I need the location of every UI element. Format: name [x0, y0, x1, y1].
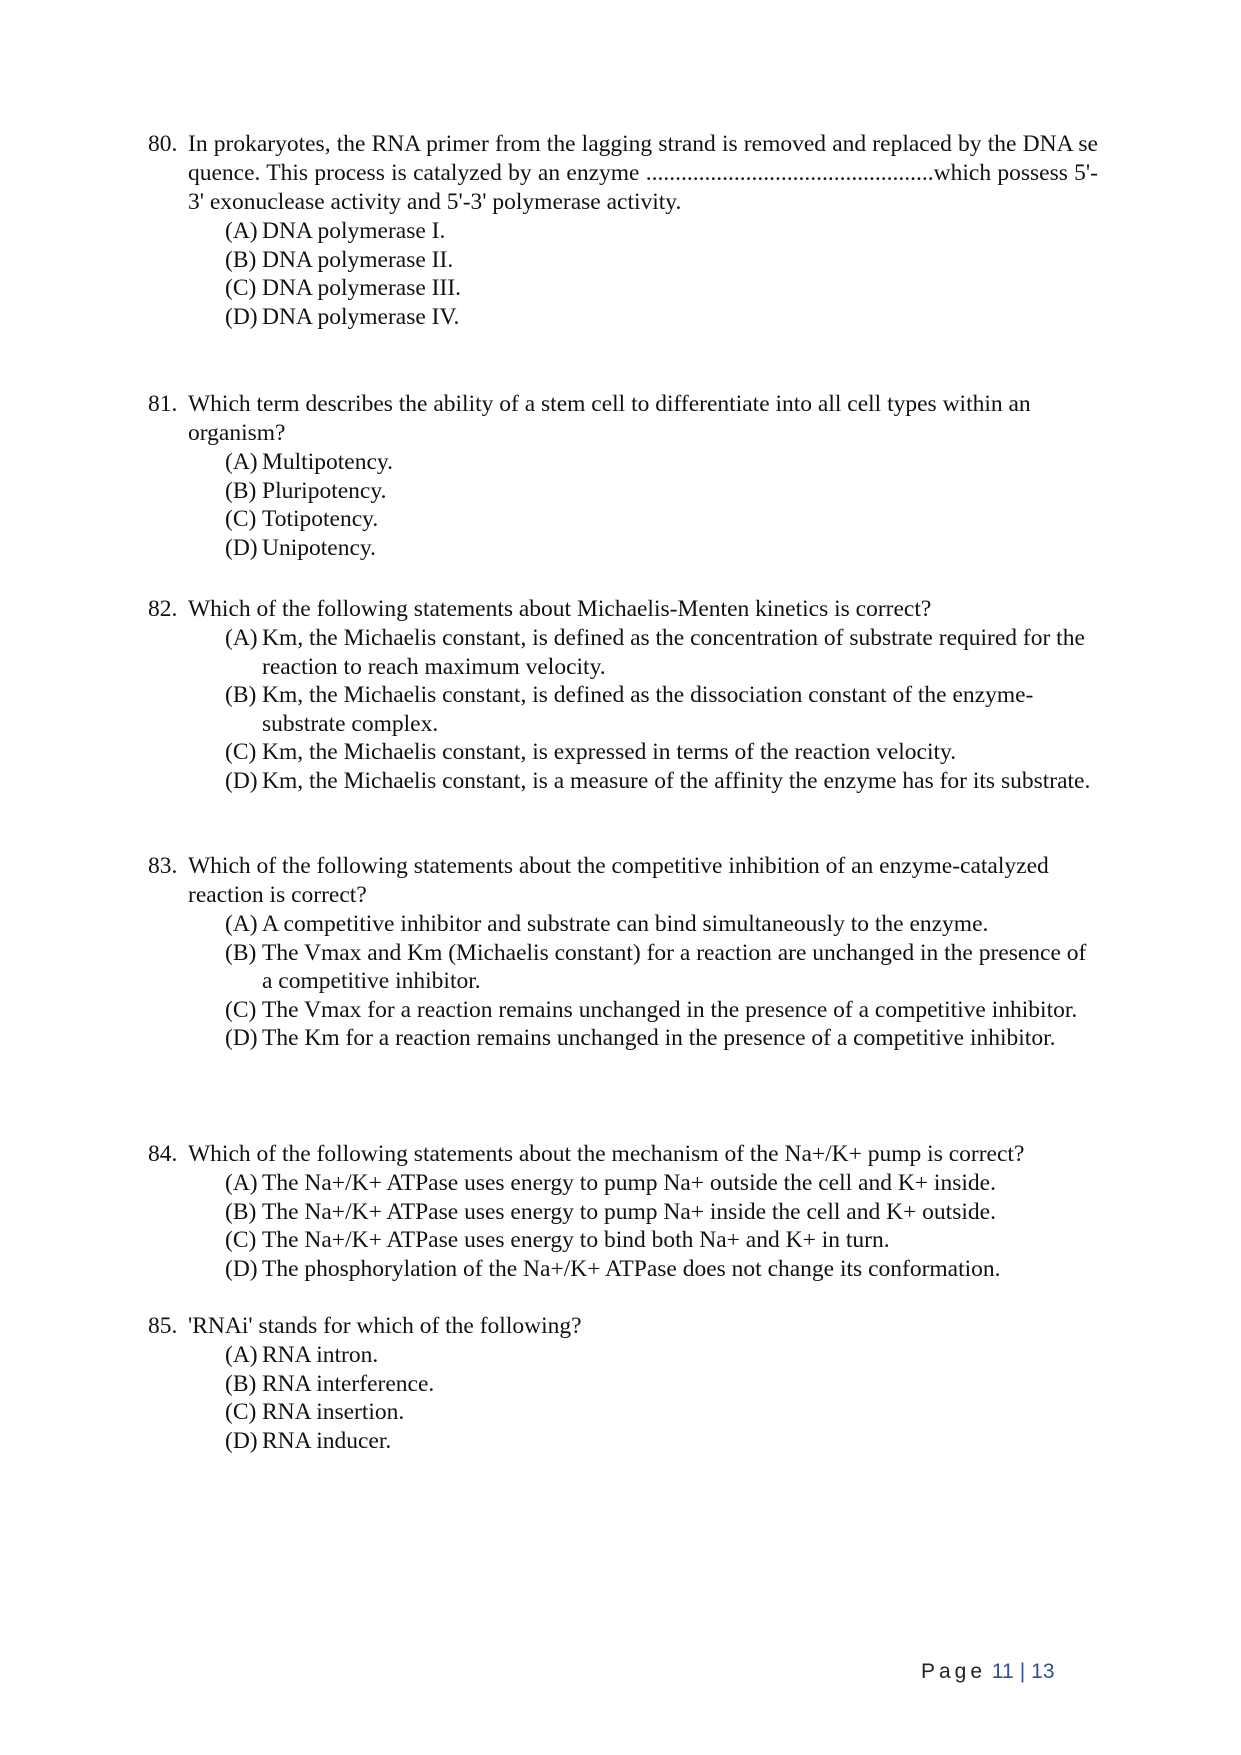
- question-text: Which of the following statements about Michaelis-Menten kinetics is correct?: [188, 596, 932, 622]
- option-d: [225, 303, 1098, 332]
- option-text: Km, the Michaelis constant, is expressed in terms of the reaction velocity.: [262, 739, 957, 765]
- option-text: Km, the Michaelis constant, is defined as the concentration of substrate required for the reaction to reach maximum velocity.: [262, 625, 1085, 680]
- question-text: Which of the following statements about the competitive inhibition of an enzyme-catalyzed reaction is correct?: [188, 853, 1049, 908]
- option-d: [225, 1427, 1098, 1456]
- options-list: [225, 1341, 1098, 1455]
- option-c: [225, 505, 1098, 534]
- option-text: DNA polymerase II.: [262, 246, 454, 273]
- option-text: The Na+/K+ ATPase uses energy to pump Na+ inside the cell and K+ outside.: [262, 1198, 996, 1225]
- option-label: (A): [225, 911, 258, 937]
- option-text: The Km for a reaction remains unchanged in the presence of a competitive inhibitor.: [262, 1025, 1056, 1051]
- option-text: RNA insertion.: [262, 1399, 405, 1425]
- option-d: [225, 767, 1098, 796]
- option-label: (C): [225, 275, 257, 301]
- option-text: Km, the Michaelis constant, is a measure of the affinity the enzyme has for its substrate.: [262, 767, 1091, 794]
- page-footer: [921, 1660, 1055, 1684]
- option-label: (B): [225, 1370, 257, 1397]
- option-text: The Na+/K+ ATPase uses energy to bind both Na+ and K+ in turn.: [262, 1227, 890, 1253]
- option-d: [225, 534, 1098, 563]
- option-label: (A): [225, 449, 258, 475]
- option-label: (B): [225, 1198, 257, 1225]
- option-text: Unipotency.: [262, 534, 376, 561]
- question-80: [148, 130, 1098, 331]
- option-text: Pluripotency.: [262, 477, 387, 504]
- option-label: (A): [225, 625, 258, 651]
- option-label: (A): [225, 1170, 258, 1196]
- option-c: [225, 996, 1098, 1025]
- option-label: (C): [225, 739, 257, 765]
- question-number: 85.: [148, 1313, 178, 1339]
- option-a: [225, 1341, 1098, 1370]
- option-a: [225, 217, 1098, 246]
- option-label: (A): [225, 218, 258, 244]
- option-label: (C): [225, 1399, 257, 1425]
- option-d: [225, 1255, 1098, 1284]
- option-c: [225, 738, 1098, 767]
- option-label: (B): [225, 682, 257, 708]
- question-text: 'RNAi' stands for which of the following?: [188, 1313, 582, 1339]
- option-text: DNA polymerase I.: [262, 218, 446, 244]
- option-label: (D): [225, 534, 258, 561]
- page-label: Page: [921, 1660, 987, 1683]
- option-b: [225, 1370, 1098, 1399]
- option-label: (B): [225, 477, 257, 504]
- option-label: (D): [225, 303, 258, 330]
- option-c: [225, 1398, 1098, 1427]
- option-c: [225, 1226, 1098, 1255]
- option-label: (C): [225, 506, 257, 532]
- page-separator: |: [1019, 1660, 1026, 1683]
- option-label: (D): [225, 1025, 258, 1051]
- question-number: 81.: [148, 391, 178, 417]
- option-text: The Vmax for a reaction remains unchanged in the presence of a competitive inhibitor.: [262, 996, 1078, 1023]
- option-label: (C): [225, 1227, 257, 1253]
- option-label: (D): [225, 1255, 258, 1282]
- question-83: [148, 852, 1098, 1053]
- option-text: RNA interference.: [262, 1370, 435, 1397]
- option-a: [225, 624, 1098, 681]
- option-text: RNA intron.: [262, 1342, 379, 1368]
- question-number: 82.: [148, 596, 178, 622]
- options-list: [225, 624, 1098, 795]
- options-list: [225, 910, 1098, 1053]
- option-d: [225, 1024, 1098, 1053]
- option-label: (B): [225, 939, 257, 966]
- option-b: [225, 246, 1098, 275]
- total-pages: 13: [1031, 1660, 1055, 1683]
- option-text: DNA polymerase III.: [262, 275, 462, 301]
- question-81: [148, 390, 1098, 562]
- option-label: (D): [225, 767, 258, 794]
- option-label: (C): [225, 996, 257, 1023]
- option-label: (B): [225, 246, 257, 273]
- question-85: [148, 1312, 1098, 1455]
- option-b: [225, 939, 1098, 996]
- option-text: DNA polymerase IV.: [262, 303, 460, 330]
- option-text: Km, the Michaelis constant, is defined as the dissociation constant of the enzyme-substrate complex.: [262, 682, 1034, 737]
- options-list: [225, 448, 1098, 562]
- option-a: [225, 1169, 1098, 1198]
- option-text: The Na+/K+ ATPase uses energy to pump Na+ outside the cell and K+ inside.: [262, 1170, 996, 1196]
- question-text: Which of the following statements about the mechanism of the Na+/K+ pump is correct?: [188, 1141, 1025, 1167]
- question-text: In prokaryotes, the RNA primer from the lagging strand is removed and replaced by the DNA sequence. This process is catalyzed by an enzyme .................................................which possess 5'-3' exonuclease activity and 5'-3' polymerase activity.: [188, 131, 1098, 215]
- option-a: [225, 448, 1098, 477]
- question-number: 83.: [148, 853, 178, 879]
- option-label: (D): [225, 1427, 258, 1454]
- option-text: Totipotency.: [262, 506, 379, 532]
- option-b: [225, 477, 1098, 506]
- option-b: [225, 1198, 1098, 1227]
- question-number: 80.: [148, 131, 178, 157]
- option-text: Multipotency.: [262, 449, 393, 475]
- current-page-number: 11: [991, 1660, 1014, 1683]
- option-c: [225, 274, 1098, 303]
- option-text: The phosphorylation of the Na+/K+ ATPase does not change its conformation.: [262, 1255, 1001, 1282]
- option-text: The Vmax and Km (Michaelis constant) for a reaction are unchanged in the presence of a competitive inhibitor.: [262, 939, 1087, 994]
- option-text: RNA inducer.: [262, 1427, 392, 1454]
- question-82: [148, 595, 1098, 795]
- option-text: A competitive inhibitor and substrate can bind simultaneously to the enzyme.: [262, 911, 989, 937]
- question-text: Which term describes the ability of a stem cell to differentiate into all cell types within an organism?: [188, 391, 1031, 446]
- option-b: [225, 681, 1098, 738]
- options-list: [225, 217, 1098, 331]
- option-label: (A): [225, 1342, 258, 1368]
- question-84: [148, 1140, 1098, 1283]
- option-a: [225, 910, 1098, 939]
- question-number: 84.: [148, 1141, 178, 1167]
- options-list: [225, 1169, 1098, 1283]
